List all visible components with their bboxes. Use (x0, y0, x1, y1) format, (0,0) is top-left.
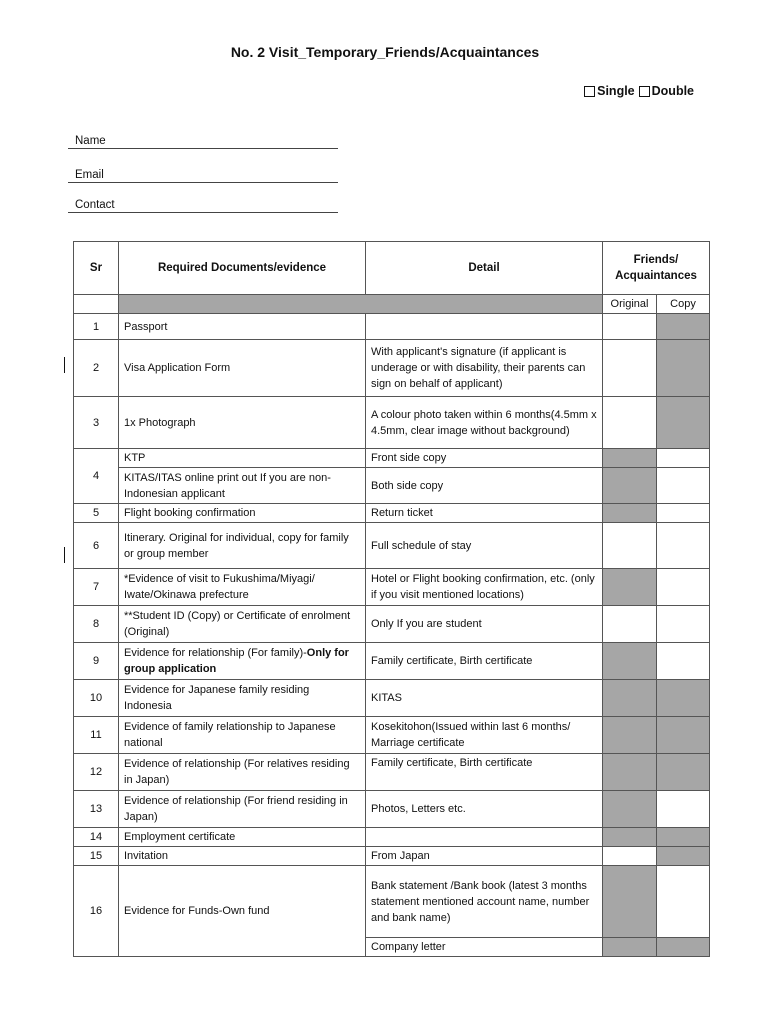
copy-cell[interactable] (657, 866, 710, 938)
row-sr: 3 (74, 397, 119, 449)
row-document: Evidence of relationship (For friend residing in Japan) (119, 791, 366, 828)
original-header: Original (603, 295, 657, 314)
single-label: Single (597, 84, 635, 98)
copy-cell[interactable] (657, 523, 710, 569)
table-row (74, 791, 710, 828)
copy-cell-shaded (657, 340, 710, 397)
original-cell-shaded (603, 717, 657, 754)
row-document: 1x Photograph (119, 397, 366, 449)
single-checkbox[interactable] (584, 86, 595, 97)
table-row (74, 866, 710, 938)
name-field[interactable] (68, 134, 338, 149)
row-document: Flight booking confirmation (119, 504, 366, 523)
original-cell-shaded (603, 569, 657, 606)
table-row (74, 340, 710, 397)
original-cell-shaded (603, 504, 657, 523)
sr-header: Sr (74, 242, 119, 295)
original-cell-shaded (603, 449, 657, 468)
copy-cell-shaded (657, 680, 710, 717)
table-row (74, 569, 710, 606)
table-row (74, 397, 710, 449)
contact-label: Contact (75, 199, 115, 211)
original-cell[interactable] (603, 847, 657, 866)
row-detail: From Japan (366, 847, 603, 866)
table-row (74, 643, 710, 680)
row-detail: With applicant's signature (if applicant is underage or with disability, their parents can sign on behalf of applicant) (366, 340, 603, 397)
original-cell[interactable] (603, 523, 657, 569)
row-detail: Front side copy (366, 449, 603, 468)
table-row (74, 847, 710, 866)
row-sr: 16 (74, 866, 119, 957)
margin-mark (64, 547, 65, 563)
row-document: *Evidence of visit to Fukushima/Miyagi/ Iwate/Okinawa prefecture (119, 569, 366, 606)
email-label: Email (75, 169, 104, 181)
original-cell-shaded (603, 468, 657, 504)
copy-cell[interactable] (657, 791, 710, 828)
visa-type-options (580, 84, 694, 98)
table-row (74, 449, 710, 468)
original-cell-shaded (603, 680, 657, 717)
copy-cell[interactable] (657, 643, 710, 680)
name-label: Name (75, 135, 106, 147)
row-sr: 15 (74, 847, 119, 866)
row-document: **Student ID (Copy) or Certificate of enrolment (Original) (119, 606, 366, 643)
row-detail: Both side copy (366, 468, 603, 504)
row-detail: Return ticket (366, 504, 603, 523)
copy-cell[interactable] (657, 569, 710, 606)
contact-field[interactable] (68, 198, 338, 213)
copy-cell-shaded (657, 754, 710, 791)
row-sr: 13 (74, 791, 119, 828)
row-document: Visa Application Form (119, 340, 366, 397)
row-document (119, 643, 366, 680)
row-document: Evidence of relationship (For relatives residing in Japan) (119, 754, 366, 791)
row-sr: 12 (74, 754, 119, 791)
table-row (74, 468, 710, 504)
row-document: Passport (119, 314, 366, 340)
copy-cell-shaded (657, 397, 710, 449)
original-cell[interactable] (603, 397, 657, 449)
copy-cell-shaded (657, 717, 710, 754)
copy-cell[interactable] (657, 606, 710, 643)
row-document: Itinerary. Original for individual, copy for family or group member (119, 523, 366, 569)
row-document: KTP (119, 449, 366, 468)
row-document: Employment certificate (119, 828, 366, 847)
row-document: Invitation (119, 847, 366, 866)
row-detail: Only If you are student (366, 606, 603, 643)
original-cell[interactable] (603, 340, 657, 397)
detail-header: Detail (366, 242, 603, 295)
table-row (74, 828, 710, 847)
double-label: Double (651, 84, 694, 98)
row-detail: Family certificate, Birth certificate (366, 754, 603, 791)
row-document-text: Evidence for relationship (For family)- (124, 647, 307, 659)
page-title: No. 2 Visit_Temporary_Friends/Acquaintances (230, 44, 540, 60)
required-documents-table (73, 241, 710, 957)
row-sr: 4 (74, 449, 119, 504)
row-document: Evidence of family relationship to Japanese national (119, 717, 366, 754)
row-detail: Hotel or Flight booking confirmation, etc. (only if you visit mentioned locations) (366, 569, 603, 606)
row-sr: 7 (74, 569, 119, 606)
row-document: KITAS/ITAS online print out If you are non-Indonesian applicant (119, 468, 366, 504)
copy-cell-shaded (657, 938, 710, 957)
row-detail: KITAS (366, 680, 603, 717)
row-detail: Full schedule of stay (366, 523, 603, 569)
row-document: Evidence for Japanese family residing Indonesia (119, 680, 366, 717)
original-cell-shaded (603, 643, 657, 680)
copy-cell-shaded (657, 847, 710, 866)
row-sr: 10 (74, 680, 119, 717)
original-cell-shaded (603, 866, 657, 938)
copy-cell[interactable] (657, 504, 710, 523)
row-detail: Family certificate, Birth certificate (366, 643, 603, 680)
original-cell[interactable] (603, 314, 657, 340)
table-row (74, 523, 710, 569)
margin-mark (64, 357, 65, 373)
row-detail (366, 828, 603, 847)
original-cell-shaded (603, 754, 657, 791)
table-row (74, 504, 710, 523)
original-cell-shaded (603, 938, 657, 957)
copy-cell-shaded (657, 828, 710, 847)
original-cell-shaded (603, 791, 657, 828)
copy-cell[interactable] (657, 468, 710, 504)
original-cell-shaded (603, 828, 657, 847)
copy-cell-shaded (657, 314, 710, 340)
row-document-bold: Only for group application (124, 647, 349, 675)
friends-header: Friends/ Acquaintances (603, 242, 710, 295)
docs-header: Required Documents/evidence (119, 242, 366, 295)
row-sr: 14 (74, 828, 119, 847)
row-sr: 11 (74, 717, 119, 754)
table-header-row (74, 242, 710, 295)
row-sr: 6 (74, 523, 119, 569)
double-checkbox[interactable] (639, 86, 650, 97)
table-row (74, 314, 710, 340)
row-detail (366, 314, 603, 340)
row-sr: 2 (74, 340, 119, 397)
table-row (74, 717, 710, 754)
row-sr: 9 (74, 643, 119, 680)
row-detail: Kosekitohon(Issued within last 6 months/ Marriage certificate (366, 717, 603, 754)
email-field[interactable] (68, 168, 338, 183)
row-document: Evidence for Funds-Own fund (119, 866, 366, 957)
row-detail: Company letter (366, 938, 603, 957)
table-row (74, 754, 710, 791)
row-sr: 5 (74, 504, 119, 523)
row-sr: 8 (74, 606, 119, 643)
row-detail: A colour photo taken within 6 months(4.5mm x 4.5mm, clear image without background) (366, 397, 603, 449)
original-cell[interactable] (603, 606, 657, 643)
table-row (74, 606, 710, 643)
copy-header: Copy (657, 295, 710, 314)
table-row (74, 680, 710, 717)
row-detail: Bank statement /Bank book (latest 3 months statement mentioned account name, number and bank name) (366, 866, 603, 938)
row-detail: Photos, Letters etc. (366, 791, 603, 828)
row-sr: 1 (74, 314, 119, 340)
copy-cell[interactable] (657, 449, 710, 468)
table-subheader-row (74, 295, 710, 314)
